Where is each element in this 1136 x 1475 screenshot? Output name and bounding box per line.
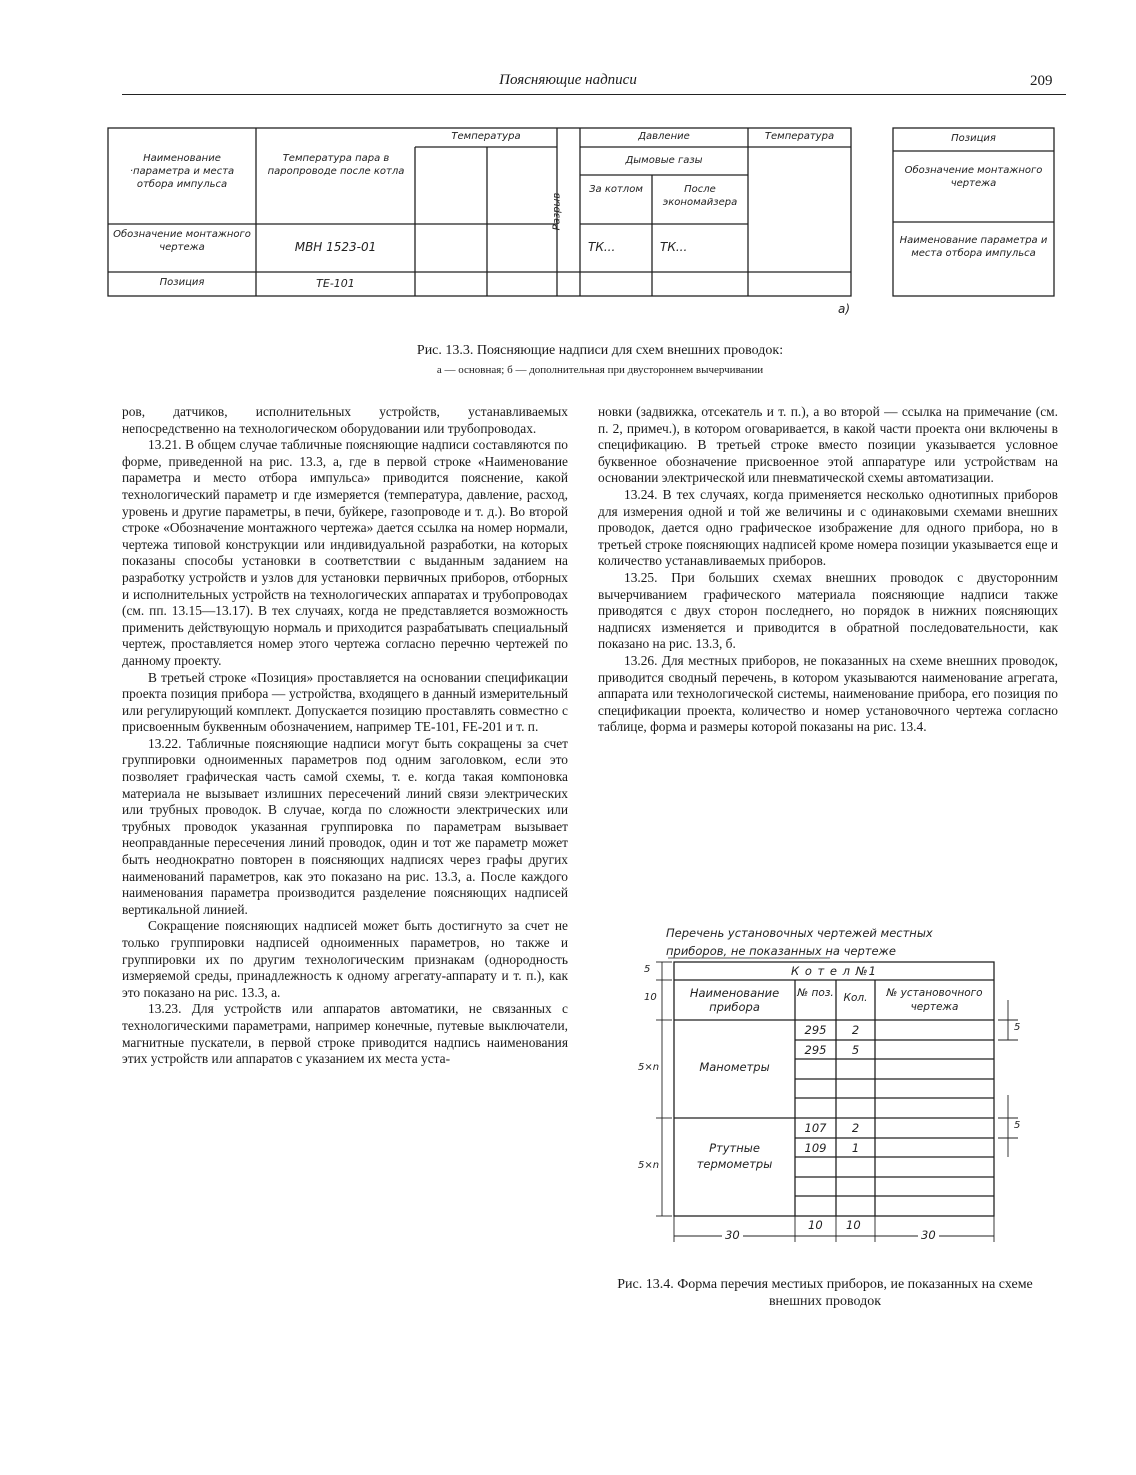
fig-13-4-title-1: Перечень установочных чертежей местных — [666, 926, 933, 940]
pressure-header: Давление — [638, 131, 690, 142]
paragraph: 13.24. В тех случаях, когда применяется несколько однотипных приборов для измерения одной и той же величины и с одинаковыми схемами внешних проводок, дается одно графическое изображение для одного прибора, но в третьей строке поясняющих надписей кроме номера позиции указывается еще и количество устанавливаемых приборов. — [598, 486, 1058, 569]
cell-qty: 2 — [851, 1023, 860, 1037]
dim-30: 30 — [918, 1228, 939, 1242]
figure-label-a: а) — [838, 302, 851, 316]
paragraph: 13.26. Для местных приборов, не показанных на схеме внешних проводок, приводится сводный перечень, в котором указываются наименование агрегата, аппарата или технологической системы, наименование прибора, его позиция по спецификации проекта, количество и номер установочного чертежа согласно таблице, форма и размеры которой показаны на рис. 13.4. — [598, 652, 1058, 735]
cell-pos: 295 — [804, 1043, 827, 1057]
page-number: 209 — [1030, 73, 1053, 89]
cell-pos: 107 — [804, 1121, 827, 1135]
dim-5n: 5×n — [638, 1062, 660, 1073]
steam-temp-header: Температура пара в паропроводе после котла — [267, 153, 405, 177]
paragraph: 13.22. Табличные поясняющие надписи могут быть сокращены за счет группировки одноименных параметров под одним заголовком, если это позволяет графическая часть самой схемы, т. е. когда такая компоновка материала не вызывает излишних пересечений линий связи электрических или трубных проводок. В случае, когда по сложности электрических или трубных проводок указанная группировка по параметрам вызывает неоправданные пересечения линий проводок, один и тот же параметр может быть неоднократно повторен в поясняющих надписях через графы других наименований параметров, как это показано на рис. 13.3, а. После каждого наименования параметра производится разделение поясняющих надписей вертикальной линией. — [122, 735, 568, 917]
col-drawing-header: № установочного чертежа — [886, 987, 983, 1013]
cell-qty: 5 — [851, 1043, 860, 1057]
dim-5: 5 — [1014, 1022, 1021, 1033]
col-pos-header: № поз. — [797, 987, 834, 999]
dim-5: 5 — [1014, 1120, 1021, 1131]
cell-pos: 295 — [804, 1023, 827, 1037]
paragraph: 13.21. В общем случае табличные поясняющие надписи составляются по форме, приведенной на рис. 13.3, а, где в первой строке «Наименование параметра и место отбора импульса» приводится пояснение, какой технологический параметр и где измеряется (температура, давление, расход, уровень и другие параметры, в печи, буйкере, газопроводе и т. д.). Во второй строке «Обозначение монтажного чертежа» дается ссылка на номер нормали, чертежа типовой конструкции или индивидуальной разработки, на которых показаны способы установки в соответствии с выданным заданием на разработку устройств и узлов для установки первичных приборов, отборных и исполнительных устройств на технологических аппаратах и трубопроводах (см. пп. 13.15—13.17). В тех случаях, когда не представляется возможность применить действующую нормаль и приходится разрабатывать специальный чертеж, проставляется номер этого чертежа согласно перечню чертежей по данному проекту. — [122, 437, 568, 668]
figure-13-3-caption: Рис. 13.3. Поясняющие надписи для схем внешних проводок: — [416, 343, 784, 358]
row-drawing-label: Обозначение монтажного чертежа — [113, 229, 251, 253]
temp-header-2: Температура — [764, 131, 835, 142]
dim-5n: 5×n — [638, 1160, 660, 1171]
boiler-header: К о т е л №1 — [791, 964, 877, 978]
param-name-header: Наименование ·параметра и места отбора импульса — [129, 153, 235, 190]
cell-qty: 1 — [851, 1141, 860, 1155]
col-qty-header: Кол. — [843, 992, 868, 1004]
group-manometers: Манометры — [699, 1060, 770, 1074]
row-drawing-value: МВН 1523-01 — [294, 240, 377, 254]
dim-10: 10 — [808, 1218, 823, 1232]
tk-value-2: ТК... — [660, 240, 688, 254]
dim-30: 30 — [722, 1228, 743, 1242]
paragraph: 13.23. Для устройств или аппаратов автоматики, не связанных с технологическими параметрами, например конечные, путевые выключатели, магнитные пускатели, в первой строке приводится надпись наименования этих устройств или аппаратов с указанием их места уста- — [122, 1001, 568, 1067]
row-position-label: Позиция — [159, 277, 205, 288]
after-economizer-header: После экономайзера — [662, 184, 738, 208]
flue-gas-header: Дымовые газы — [625, 155, 703, 166]
table-b-position: Позиция — [951, 133, 996, 144]
row-position-value: TE-101 — [316, 277, 355, 290]
table-b-drawing: Обозначение монтажного чертежа — [904, 165, 1043, 189]
group-thermometers: Ртутные термометры — [696, 1141, 773, 1171]
paragraph: 13.25. При больших схемах внешних проводок с двусторонним вычерчиванием графического материала поясняющие надписи также приводятся с двух сторон последнего, но порядок в нижних поясняющих надписях изменяется и приводится в обратной последовательности, как показано на рис. 13.3, б. — [598, 569, 1058, 652]
dim-10: 10 — [644, 992, 657, 1003]
paragraph: Сокращение поясняющих надписей может быть достигнуто за счет не только группировки надписей одноименных параметров, но также и группировки их по другим технологическим признакам (однородность измеряемой среды, принадлежность к одному агрегату-аппарату и т. п.), как это показано на рис. 13.3, а. — [122, 918, 568, 1000]
running-header: Поясняющие надписи — [499, 72, 637, 88]
paragraph: ров, датчиков, исполнительных устройств, устанавливаемых непосредственно на технологическом оборудовании или трубопроводах. — [122, 404, 568, 436]
after-boiler-header: За котлом — [589, 184, 643, 195]
dim-5: 5 — [644, 964, 651, 975]
dim-10: 10 — [846, 1218, 861, 1232]
temp-header-1: Температура — [451, 131, 521, 142]
fig-13-4-title-2: приборов, не показанных на чертеже — [666, 944, 896, 958]
cell-pos: 109 — [804, 1141, 827, 1155]
table-b-param: Наименование параметра и места отбора импульса — [899, 235, 1048, 259]
cell-qty: 2 — [851, 1121, 860, 1135]
figure-13-4-caption: Рис. 13.4. Форма перечия местиых приборов, ие показанных на схеме внешних проводок — [617, 1277, 1033, 1309]
paragraph: новки (задвижка, отсекатель и т. п.), а во второй — ссылка на примечание (см. п. 2, примеч.), в котором оговаривается, в какой части проекта они включены в спецификацию. В третьей строке вместо позиции указывается условное буквенное обозначение присвоенное этой аппаратуре или устройствам на основании электрической или пневматической схемы автоматизации. — [598, 404, 1058, 486]
figure-13-3-subcaption: а — основная; б — дополнительная при двустороннем вычерчивании — [436, 364, 764, 376]
tk-value-1: ТК... — [588, 240, 616, 254]
gap-label: Разрыв — [551, 192, 563, 231]
paragraph: В третьей строке «Позиция» проставляется на основании спецификации проекта позиция прибора — устройства, входящего в данный измерительный или регулирующий комплект. Допускается позицию проставлять совместно с присвоенным буквенным обозначением, например TE-101, FE-201 и т. п. — [122, 669, 568, 735]
col-name-header: Наименование прибора — [689, 986, 780, 1014]
